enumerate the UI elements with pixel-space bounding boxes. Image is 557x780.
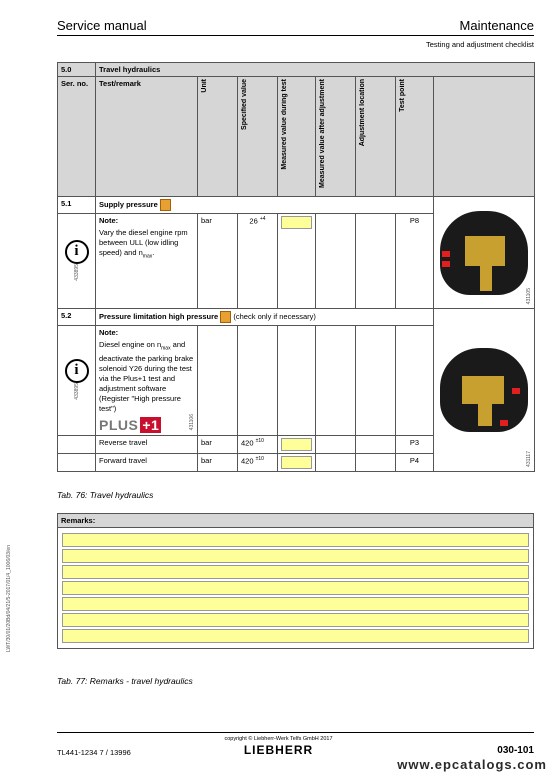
r51-note: Note: bbox=[99, 216, 119, 225]
r51-tol: +4 bbox=[259, 216, 266, 222]
section-title: Travel hydraulics bbox=[96, 63, 535, 77]
r52-text-a: Diesel engine on n bbox=[99, 340, 162, 349]
footer-page-number: 030-101 bbox=[497, 745, 534, 756]
r51-after-cell[interactable] bbox=[316, 214, 356, 309]
plus1-logo bbox=[99, 417, 194, 433]
forward-measured-input[interactable] bbox=[281, 456, 312, 469]
r52-code: 433895 bbox=[73, 382, 80, 400]
row-5-1-title bbox=[58, 197, 535, 214]
r51-img-code: 431105 bbox=[526, 287, 533, 304]
liebherr-logo: LIEBHERR bbox=[243, 743, 314, 757]
plus1-logo-text: PLUS bbox=[99, 416, 139, 433]
book-icon[interactable] bbox=[160, 199, 171, 211]
r51-text-sub: max bbox=[142, 253, 153, 260]
header-right: Maintenance bbox=[459, 18, 534, 33]
footer-copyright: copyright © Liebherr-Werk Telfs GmbH 2017 bbox=[224, 736, 333, 742]
r52-note: Note: bbox=[99, 328, 119, 337]
remarks-field[interactable] bbox=[62, 613, 529, 627]
r51-location-cell bbox=[356, 214, 396, 309]
forward-after-cell[interactable] bbox=[316, 453, 356, 471]
r52-plus-code: 431106 bbox=[189, 414, 195, 431]
r52-no: 5.2 bbox=[58, 309, 96, 326]
r51-no: 5.1 bbox=[58, 197, 96, 214]
col-testpoint: Test point bbox=[399, 79, 406, 112]
r51-title: Supply pressure bbox=[99, 199, 158, 209]
r52-text-sub: max bbox=[161, 345, 171, 352]
reverse-unit: bar bbox=[198, 435, 238, 453]
table-caption-77: Tab. 77: Remarks - travel hydraulics bbox=[57, 676, 193, 686]
forward-tol: ±10 bbox=[255, 455, 264, 462]
reverse-value: 420 bbox=[241, 438, 254, 447]
r52-text-b: and deactivate the parking brake solenoid Y26 during the test via the Plus+1 test and adjustment software (Register "High pressure test") bbox=[99, 340, 194, 413]
r51-measured-input[interactable] bbox=[281, 216, 312, 229]
remarks-field[interactable] bbox=[62, 533, 529, 547]
r51-unit: bar bbox=[198, 214, 238, 309]
r51-text-end: . bbox=[152, 248, 155, 257]
reverse-measured-input[interactable] bbox=[281, 438, 312, 451]
info-icon: i bbox=[65, 359, 89, 383]
col-unit: Unit bbox=[201, 79, 208, 93]
reverse-label: Reverse travel bbox=[96, 435, 198, 453]
remarks-field[interactable] bbox=[62, 581, 529, 595]
reverse-tol: ±10 bbox=[255, 437, 264, 444]
r51-text: Vary the diesel engine rpm between ULL (low idling speed) and n bbox=[99, 228, 188, 257]
book-icon[interactable] bbox=[220, 311, 231, 323]
r52-img-code: 431117 bbox=[526, 450, 533, 467]
remarks-field[interactable] bbox=[62, 549, 529, 563]
r52-title-extra: (check only if necessary) bbox=[233, 311, 316, 321]
forward-testpoint: P4 bbox=[396, 453, 434, 471]
footer-divider bbox=[57, 732, 534, 733]
side-document-code: LWT/30/01/20Bd/04/21/5-2017/01/4_1006/03/en bbox=[6, 545, 12, 652]
row-5-2-title bbox=[58, 309, 535, 326]
watermark: www.epcatalogs.com bbox=[397, 757, 547, 772]
remarks-table bbox=[57, 513, 534, 649]
col-measured: Measured value during test bbox=[281, 79, 288, 170]
header-divider bbox=[57, 35, 534, 36]
forward-unit: bar bbox=[198, 453, 238, 471]
reverse-after-cell[interactable] bbox=[316, 435, 356, 453]
remarks-field[interactable] bbox=[62, 597, 529, 611]
col-test: Test/remark bbox=[96, 77, 198, 197]
info-icon: i bbox=[65, 240, 89, 264]
r51-testpoint: P8 bbox=[396, 214, 434, 309]
reverse-testpoint: P3 bbox=[396, 435, 434, 453]
plus1-logo-box: +1 bbox=[142, 416, 160, 433]
forward-value: 420 bbox=[241, 456, 254, 465]
table-caption-76: Tab. 76: Travel hydraulics bbox=[57, 490, 154, 500]
col-serno: Ser. no. bbox=[58, 77, 96, 197]
remarks-field[interactable] bbox=[62, 565, 529, 579]
col-specified: Specified value bbox=[241, 79, 248, 130]
r52-title: Pressure limitation high pressure bbox=[99, 311, 219, 321]
remarks-field[interactable] bbox=[62, 629, 529, 643]
remarks-label: Remarks: bbox=[58, 514, 534, 528]
r51-code: 433895 bbox=[73, 263, 80, 281]
header-subtitle: Testing and adjustment checklist bbox=[426, 40, 534, 49]
r51-value: 26 bbox=[249, 216, 258, 226]
pump-image bbox=[440, 348, 528, 432]
col-location: Adjustment location bbox=[359, 79, 366, 147]
section-row bbox=[58, 63, 535, 77]
forward-label: Forward travel bbox=[96, 453, 198, 471]
header-left: Service manual bbox=[57, 18, 147, 33]
travel-hydraulics-table bbox=[57, 62, 535, 472]
pump-image bbox=[440, 211, 528, 295]
column-header-row bbox=[58, 77, 535, 197]
col-after: Measured value after adjustment bbox=[319, 79, 326, 188]
footer-doc-number: TL441-1234 7 / 13996 bbox=[57, 748, 131, 757]
section-no: 5.0 bbox=[58, 63, 96, 77]
